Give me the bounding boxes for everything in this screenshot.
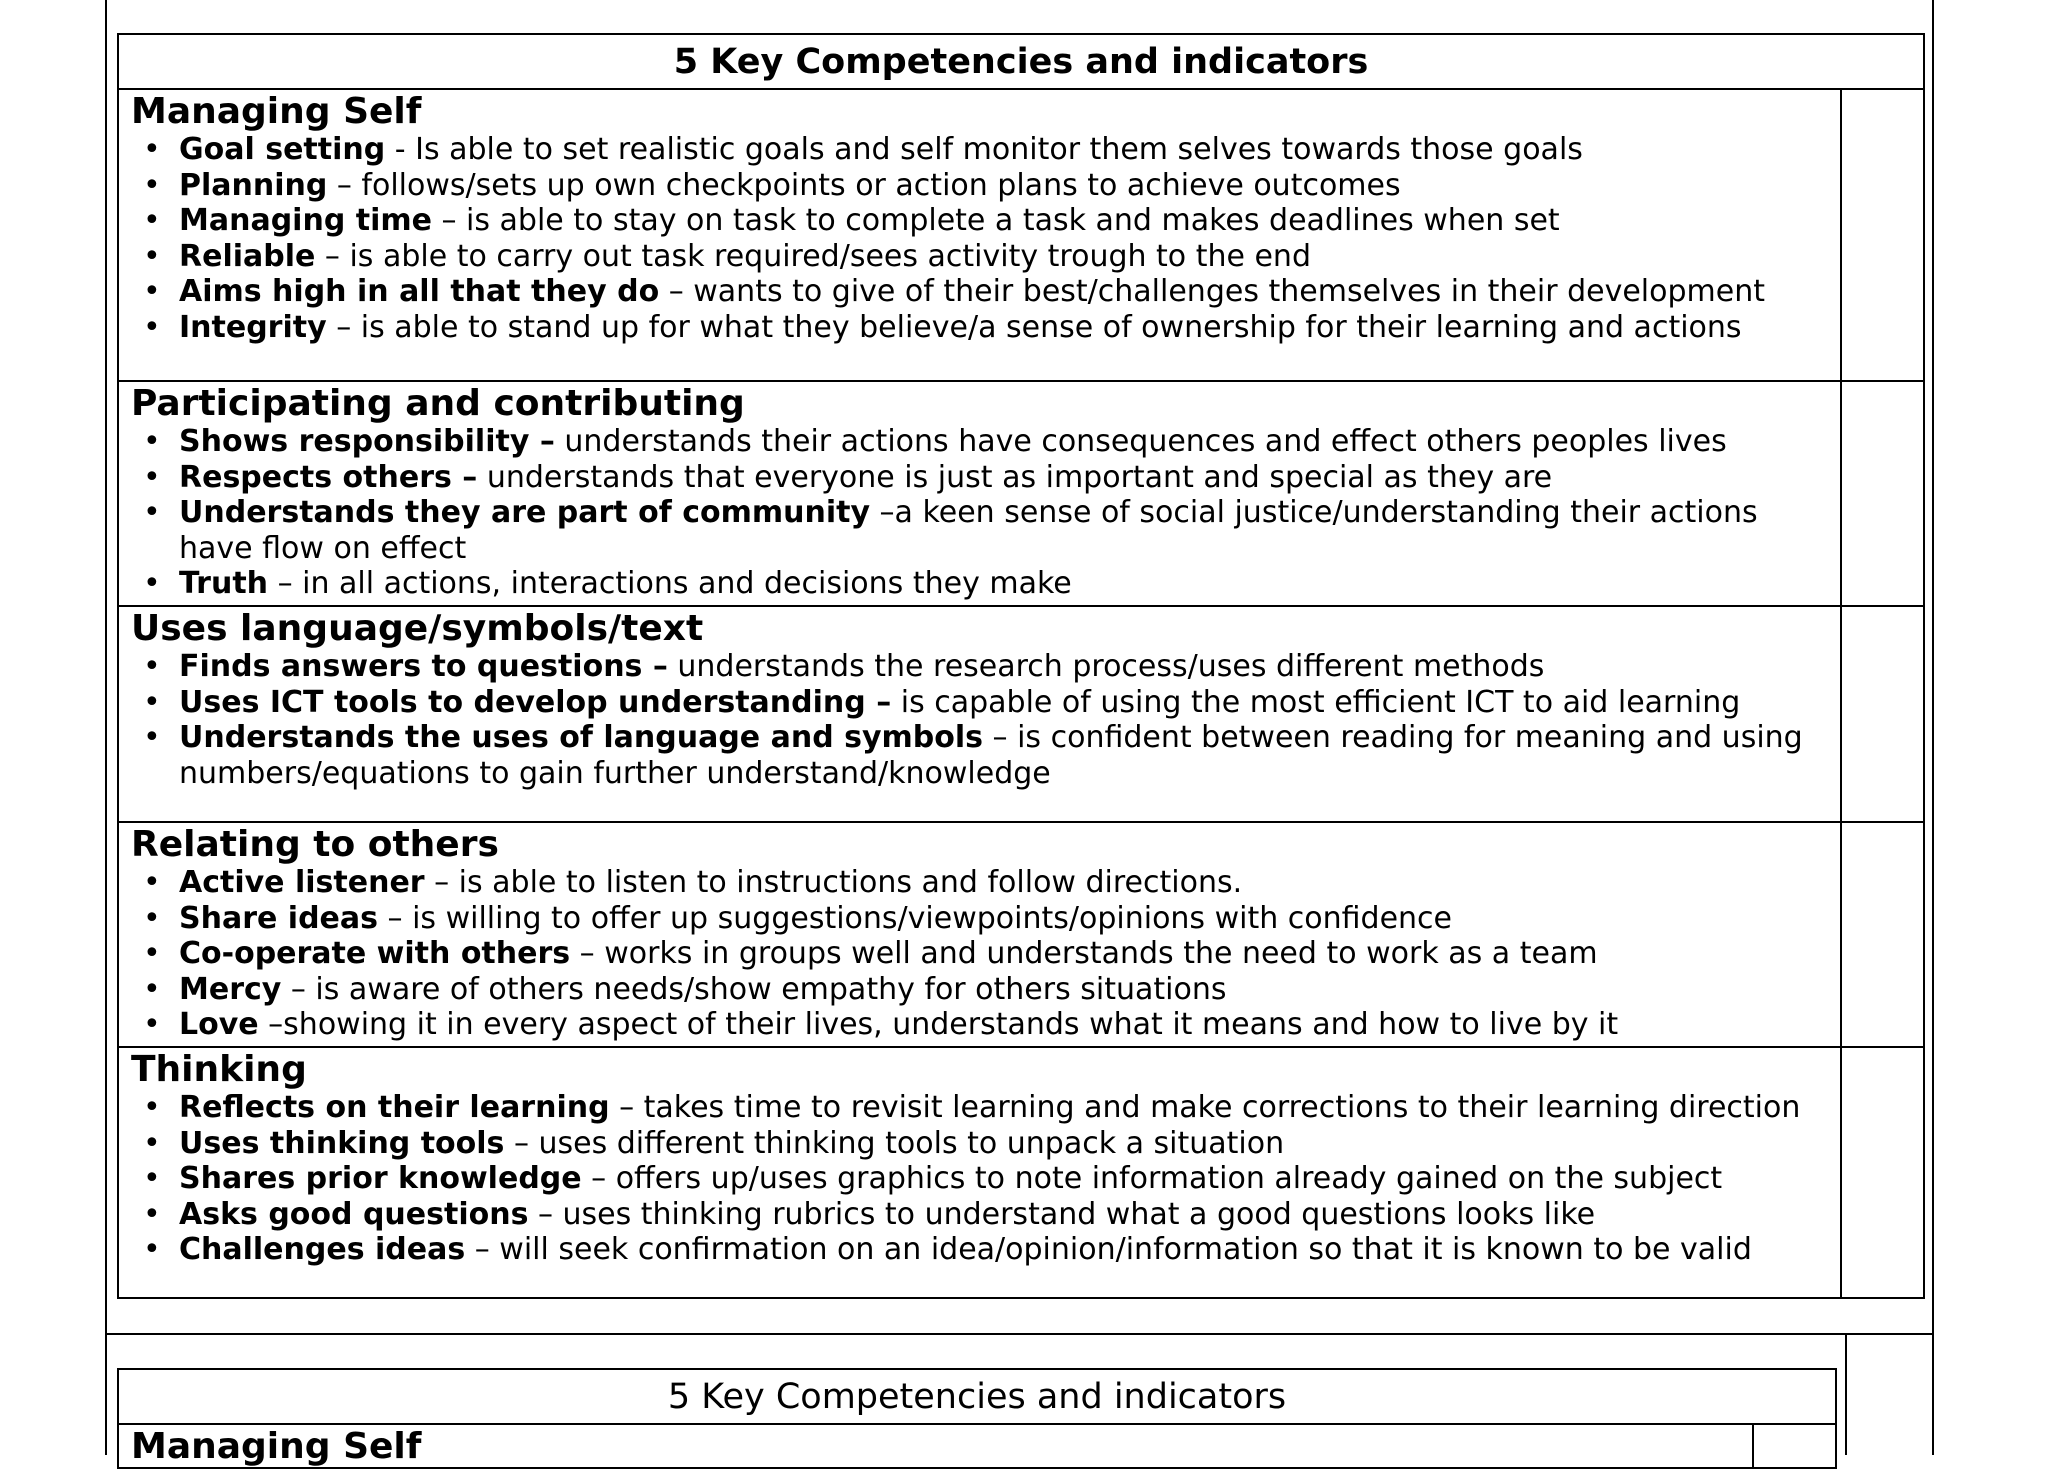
indicator-item [179, 1126, 1840, 1162]
indicator-item [179, 865, 1840, 901]
indicator-item [179, 310, 1840, 346]
indicator-item [179, 168, 1840, 204]
indicator-item [179, 1090, 1840, 1126]
indicator-description: – is able to carry out task required/sees activity trough to the end [315, 238, 1311, 274]
section-cell [118, 1424, 1753, 1468]
indicator-description: – is aware of others needs/show empathy for others situations [281, 971, 1227, 1007]
indicator-description: – is confident between reading for meaning and using numbers/equations to gain further understand/knowledge [179, 720, 1803, 791]
indicator-description: – will seek confirmation on an idea/opinion/information so that it is known to be valid [465, 1232, 1752, 1268]
indicator-item [179, 649, 1840, 685]
assessment-cell[interactable] [1841, 606, 1924, 822]
indicator-item [179, 972, 1840, 1008]
indicator-term: Integrity [179, 309, 327, 345]
indicator-description: – takes time to revisit learning and make corrections to their learning direction [609, 1090, 1801, 1125]
indicator-description: understands the research process/uses different methods [667, 649, 1545, 684]
assessment-cell[interactable] [1841, 822, 1924, 1047]
section-heading: Managing Self [131, 91, 422, 132]
indicator-description: – offers up/uses graphics to note information already gained on the subject [581, 1161, 1723, 1197]
indicator-list [119, 865, 1840, 1043]
indicator-term: Managing time [179, 203, 432, 239]
indicator-term: Aims high in all that they do [179, 274, 660, 310]
indicator-list [119, 132, 1840, 346]
indicator-item [179, 1007, 1840, 1043]
indicator-item [179, 460, 1840, 496]
section-cell [118, 381, 1841, 606]
assessment-cell[interactable] [1753, 1424, 1836, 1468]
indicator-item [179, 495, 1840, 566]
section-row-managing-self [118, 89, 1924, 381]
indicator-term: Understands the uses of language and symbols [179, 720, 984, 756]
assessment-cell[interactable] [1841, 1047, 1924, 1298]
indicator-description: - Is able to set realistic goals and self monitor them selves towards those goals [385, 132, 1583, 167]
indicator-item [179, 1197, 1840, 1233]
indicator-description: – is willing to offer up suggestions/viewpoints/opinions with confidence [378, 900, 1453, 936]
indicator-item [179, 274, 1840, 310]
indicator-description: – is able to stay on task to complete a task and makes deadlines when set [431, 203, 1560, 239]
section-heading: Thinking [131, 1049, 307, 1090]
assessment-cell[interactable] [1841, 89, 1924, 381]
indicator-term: Respects others – [179, 459, 478, 495]
indicator-term: Mercy [179, 971, 282, 1007]
section-heading: Participating and contributing [131, 383, 745, 424]
indicator-item [179, 424, 1840, 460]
indicator-description: understands that everyone is just as important and special as they are [477, 459, 1553, 495]
competencies-table-page2 [117, 1368, 1837, 1469]
indicator-description: –a keen sense of social justice/understanding their actions have flow on effect [179, 495, 1758, 566]
indicator-list [119, 649, 1840, 791]
indicator-list [119, 424, 1840, 602]
indicator-term: Planning [179, 167, 328, 203]
section-heading: Relating to others [131, 824, 499, 865]
indicator-item [179, 720, 1840, 791]
indicator-term: Challenges ideas [179, 1232, 466, 1268]
section-cell [118, 1047, 1841, 1298]
indicator-item [179, 901, 1840, 937]
indicator-item [179, 685, 1840, 721]
indicator-item [179, 239, 1840, 275]
section-cell [118, 822, 1841, 1047]
indicator-list [119, 1090, 1840, 1268]
section-cell [118, 89, 1841, 381]
section-row-language [118, 606, 1924, 822]
indicator-term: Understands they are part of community [179, 495, 870, 531]
table-title: 5 Key Competencies and indicators [118, 34, 1924, 89]
indicator-term: Share ideas [179, 900, 378, 936]
indicator-term: Shares prior knowledge [179, 1161, 582, 1197]
indicator-description: – is able to listen to instructions and follow directions. [424, 865, 1243, 900]
indicator-item [179, 566, 1840, 602]
indicator-term: Co-operate with others [179, 936, 571, 972]
indicator-term: Love [179, 1007, 259, 1043]
indicator-term: Uses thinking tools [179, 1125, 505, 1161]
section-row-participating [118, 381, 1924, 606]
indicator-description: is capable of using the most efficient ICT to aid learning [891, 684, 1741, 720]
indicator-description: – wants to give of their best/challenges themselves in their development [659, 274, 1765, 310]
second-page-divider [1845, 1335, 1847, 1455]
assessment-cell[interactable] [1841, 381, 1924, 606]
indicator-description: –showing it in every aspect of their lives, understands what it means and how to live by it [258, 1007, 1619, 1043]
indicator-term: Reliable [179, 238, 316, 274]
indicator-term: Shows responsibility – [179, 424, 555, 459]
indicator-term: Active listener [179, 865, 425, 900]
indicator-description: – works in groups well and understands the need to work as a team [570, 936, 1598, 972]
section-row-relating [118, 822, 1924, 1047]
indicator-description: – is able to stand up for what they believe/a sense of ownership for their learning and actions [326, 309, 1742, 345]
indicator-term: Truth [179, 566, 269, 602]
indicator-term: Uses ICT tools to develop understanding – [179, 684, 892, 720]
table-title: 5 Key Competencies and indicators [118, 1369, 1836, 1424]
indicator-description: – in all actions, interactions and decisions they make [268, 566, 1072, 602]
indicator-term: Reflects on their learning [179, 1090, 610, 1125]
indicator-description: understands their actions have consequences and effect others peoples lives [554, 424, 1727, 459]
section-cell [118, 606, 1841, 822]
indicator-item [179, 936, 1840, 972]
indicator-term: Goal setting [179, 132, 386, 167]
indicator-item [179, 1232, 1840, 1268]
competencies-table [117, 33, 1925, 1299]
indicator-description: – uses different thinking tools to unpack a situation [504, 1125, 1285, 1161]
section-heading: Uses language/symbols/text [131, 608, 704, 649]
indicator-item [179, 203, 1840, 239]
indicator-item [179, 1161, 1840, 1197]
indicator-description: – follows/sets up own checkpoints or action plans to achieve outcomes [327, 167, 1401, 203]
section-row-thinking [118, 1047, 1924, 1298]
indicator-term: Finds answers to questions – [179, 649, 668, 684]
section-heading: Managing Self [131, 1426, 422, 1467]
indicator-term: Asks good questions [179, 1196, 529, 1232]
indicator-description: – uses thinking rubrics to understand what a good questions looks like [528, 1196, 1596, 1232]
indicator-item [179, 132, 1840, 168]
